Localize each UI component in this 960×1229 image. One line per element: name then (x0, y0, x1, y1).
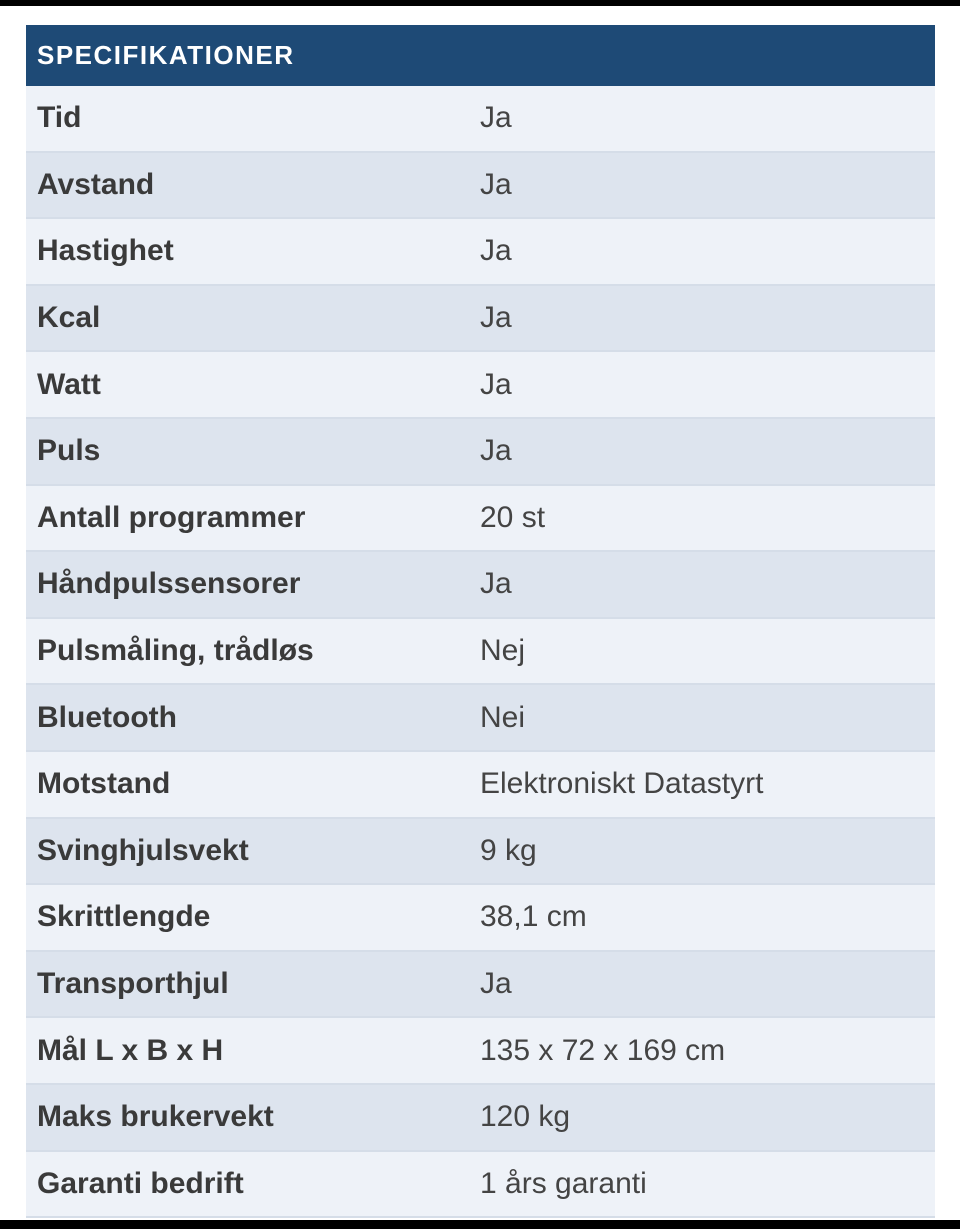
spec-value: 38,1 cm (480, 900, 587, 934)
spec-value: 135 x 72 x 169 cm (480, 1033, 726, 1067)
table-row (26, 86, 935, 153)
spec-value: 20 st (480, 500, 546, 534)
spec-value: Ja (480, 301, 512, 335)
spec-value: Ja (480, 967, 512, 1001)
spec-value: Ja (480, 101, 512, 135)
spec-label: Motstand (37, 767, 171, 801)
spec-label: Puls (37, 434, 101, 468)
spec-value: Ja (480, 434, 512, 468)
spec-label: Kcal (37, 301, 101, 335)
table-row (26, 1018, 935, 1085)
table-row (26, 352, 935, 419)
spec-label: Pulsmåling, trådløs (37, 634, 314, 668)
table-row (26, 1085, 935, 1152)
spec-value: 9 kg (480, 833, 537, 867)
spec-value: Nej (480, 634, 526, 668)
spec-label: Watt (37, 367, 101, 401)
spec-table-header (26, 25, 935, 86)
spec-label: Skrittlengde (37, 900, 211, 934)
table-row (26, 219, 935, 286)
spec-value: Ja (480, 234, 512, 268)
spec-value: Ja (480, 367, 512, 401)
table-row (26, 819, 935, 886)
spec-label: Svinghjulsvekt (37, 833, 249, 867)
spec-label: Hastighet (37, 234, 174, 268)
spec-table-body (26, 86, 935, 1218)
table-row (26, 486, 935, 553)
table-row (26, 552, 935, 619)
table-row (26, 153, 935, 220)
spec-label: Transporthjul (37, 967, 229, 1001)
spec-label: Tid (37, 101, 82, 135)
page (0, 6, 960, 1220)
spec-value: Ja (480, 567, 512, 601)
table-row (26, 286, 935, 353)
spec-value: Elektroniskt Datastyrt (480, 767, 764, 801)
table-row (26, 419, 935, 486)
table-row (26, 952, 935, 1019)
table-row (26, 685, 935, 752)
spec-label: Antall programmer (37, 500, 306, 534)
spec-table-title: SPECIFIKATIONER (37, 40, 295, 70)
spec-value: Nei (480, 700, 526, 734)
spec-label: Mål L x B x H (37, 1033, 224, 1067)
table-row (26, 885, 935, 952)
spec-label: Maks brukervekt (37, 1100, 274, 1134)
spec-table (26, 25, 935, 1218)
spec-label: Bluetooth (37, 700, 177, 734)
table-row (26, 752, 935, 819)
table-row (26, 619, 935, 686)
spec-label: Avstand (37, 167, 155, 201)
spec-label: Håndpulssensorer (37, 567, 301, 601)
spec-value: 120 kg (480, 1100, 571, 1134)
spec-value: Ja (480, 167, 512, 201)
table-row (26, 1152, 935, 1219)
spec-value: 1 års garanti (480, 1166, 647, 1200)
spec-label: Garanti bedrift (37, 1166, 244, 1200)
